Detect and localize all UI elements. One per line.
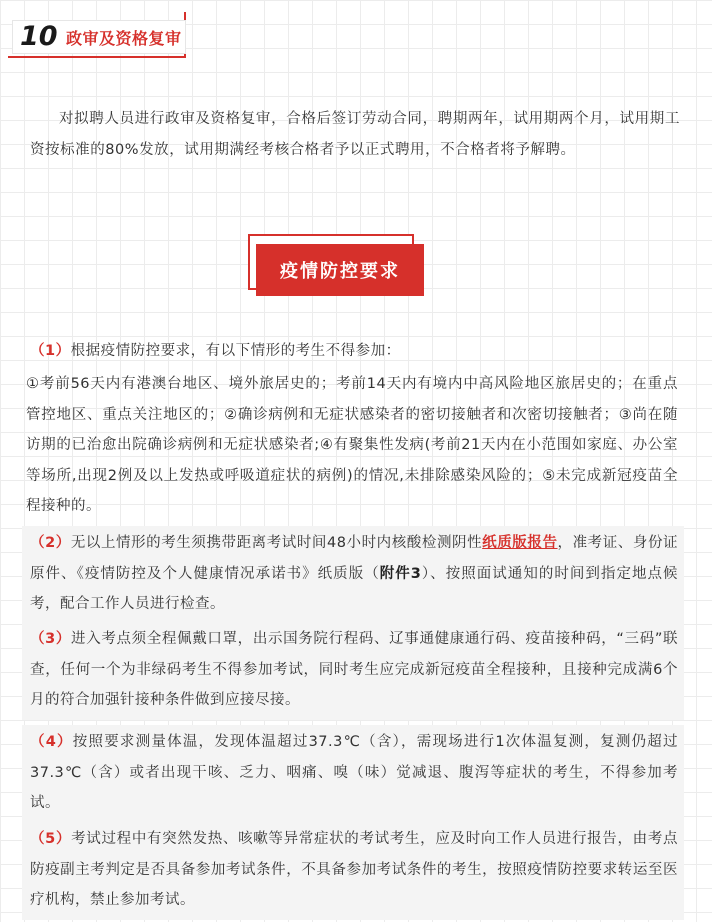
list-item-1 bbox=[22, 334, 684, 371]
section-header bbox=[8, 12, 188, 60]
item-text: 无以上情形的考生须携带距离考试时间48小时内核酸检测阴性 bbox=[70, 535, 483, 551]
item-text: 按照要求测量体温，发现体温超过37.3℃（含），需现场进行1次体温复测，复测仍超过37.3℃（含）或者出现干咳、乏力、咽痛、嗅（味）觉减退、腹泻等症状的考生，不得参加考试。 bbox=[30, 734, 679, 811]
list-item-2 bbox=[22, 526, 684, 624]
item-marker: （2） bbox=[30, 535, 71, 551]
item-text: 根据疫情防控要求，有以下情形的考生不得参加： bbox=[70, 343, 401, 359]
list-item-1-details: ①考前56天内有港澳台地区、境外旅居史的；考前14天内有境内中高风险地区旅居史的；在重点管控地区、重点关注地区的；②确诊病例和无症状感染者的密切接触者和次密切接触者；③尚在随访期的已治愈出院确诊病例和无症状感染者;④有聚集性发病(考前21天内在小范围如家庭、办公室等场所,出现2例及以上发热或呼吸道症状的病例)的情况,未排除感染风险的；⑤未完成新冠疫苗全程接种的。 bbox=[26, 376, 678, 514]
list-item-3 bbox=[22, 622, 684, 720]
section-title: 政审及资格复审 bbox=[66, 29, 182, 48]
item-marker: （3） bbox=[30, 631, 72, 647]
banner-title: 疫情防控要求 bbox=[256, 244, 424, 296]
item-text: 考试过程中有突然发热、咳嗽等异常症状的考试考生，应及时向工作人员进行报告，由考点防疫副主考判定是否具备参加考试条件，不具备参加考试条件的考生，按照疫情防控要求转运至医疗机构，禁止参加考试。 bbox=[30, 831, 678, 908]
list-item-4 bbox=[22, 725, 684, 823]
item-text: 进入考点须全程佩戴口罩，出示国务院行程码、辽事通健康通行码、疫苗接种码，“三码”联查，任何一个为非绿码考生不得参加考试，同时考生应完成新冠疫苗全程接种，且接种完成满6个月的符合加强针接种条件做到应接尽接。 bbox=[30, 631, 678, 708]
item-marker: （5） bbox=[30, 831, 72, 847]
attachment-label: 附件3 bbox=[379, 565, 422, 582]
item-text: ，准考证、身份证原件、《疫情防控及个人健康情况承诺书》纸质版（ bbox=[30, 535, 679, 582]
paper-report-highlight: 纸质版报告 bbox=[482, 535, 558, 551]
intro-paragraph: 对拟聘人员进行政审及资格复审，合格后签订劳动合同，聘期两年，试用期两个月，试用期工资按标准的80%发放，试用期满经考核合格者予以正式聘用，不合格者将予解聘。 bbox=[30, 111, 680, 158]
item-marker: （4） bbox=[30, 734, 73, 750]
item-marker: （1） bbox=[30, 343, 71, 359]
item-text: ）、按照面试通知的时间到指定地点候考，配合工作人员进行检查。 bbox=[30, 565, 679, 612]
section-number: 10 bbox=[20, 21, 58, 52]
list-item-5 bbox=[22, 822, 684, 920]
epidemic-banner bbox=[248, 234, 428, 300]
